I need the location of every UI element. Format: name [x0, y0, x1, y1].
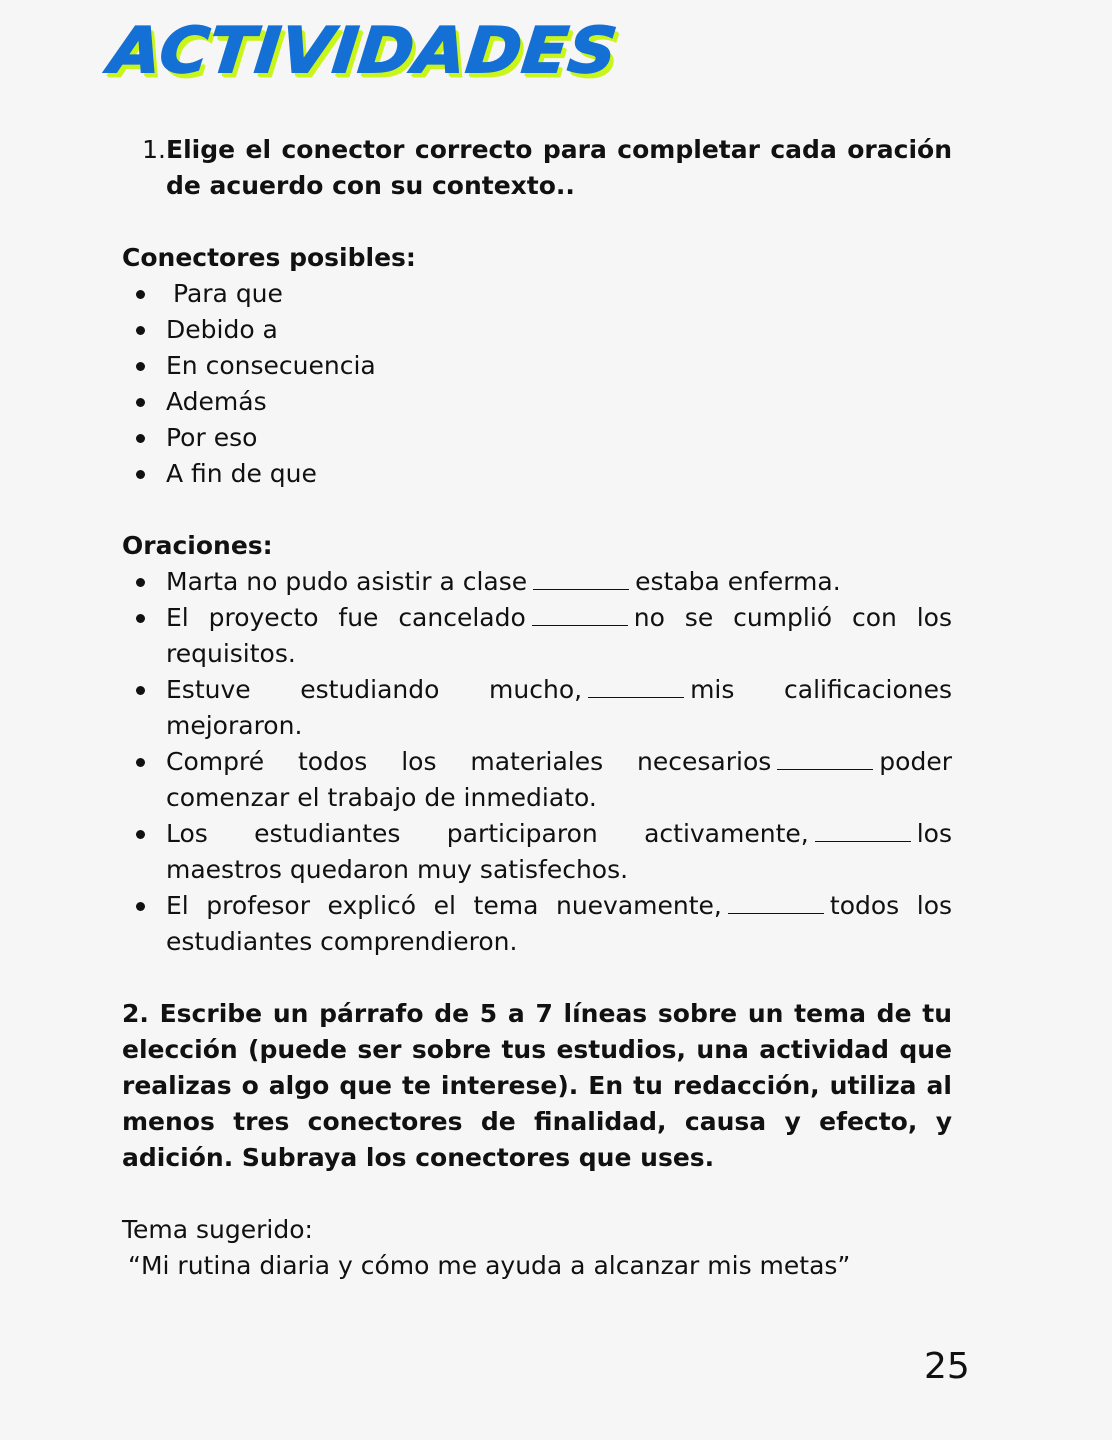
- question-1-instruction: Elige el conector correcto para completar cada oración de acuerdo con su contexto..: [166, 135, 952, 200]
- connector-item: Por eso: [122, 420, 952, 456]
- answer-blank[interactable]: [588, 675, 684, 698]
- sentence-item: [122, 672, 952, 744]
- sentence-after: todos los estudiantes comprendieron.: [166, 891, 953, 956]
- connector-item: Además: [122, 384, 952, 420]
- sentence-after: no se cumplió con los requisitos.: [166, 603, 952, 668]
- sentence-before: Los estudiantes participaron activamente,: [166, 819, 809, 848]
- sentences-heading: Oraciones:: [122, 531, 273, 560]
- sentence-item: [122, 564, 952, 600]
- sentence-item: [122, 600, 952, 672]
- answer-blank[interactable]: [728, 891, 824, 914]
- connectors-heading: Conectores posibles:: [122, 243, 416, 272]
- suggested-topic-label: Tema sugerido:: [122, 1215, 313, 1244]
- sentence-before: Estuve estudiando mucho,: [166, 675, 583, 704]
- answer-blank[interactable]: [533, 567, 629, 590]
- answer-blank[interactable]: [532, 603, 628, 626]
- question-1-number: 1.: [142, 135, 166, 164]
- question-2: 2. Escribe un párrafo de 5 a 7 líneas sobre un tema de tu elección (puede ser sobre tus estudios, una actividad que realizas o algo que te interese). En tu redacción, utiliza al menos tres conectores de finalidad, causa y efecto, y adición. Subraya los conectores que uses.: [122, 999, 952, 1172]
- answer-blank[interactable]: [777, 747, 873, 770]
- connector-item: Para que: [122, 276, 952, 312]
- sentence-before: Marta no pudo asistir a clase: [166, 567, 528, 596]
- sentence-after: estaba enferma.: [635, 567, 841, 596]
- sentence-after: mis calificaciones mejoraron.: [166, 675, 953, 740]
- connector-item: Debido a: [122, 312, 952, 348]
- sentence-before: Compré todos los materiales necesarios: [166, 747, 772, 776]
- connector-item: En consecuencia: [122, 348, 952, 384]
- answer-blank[interactable]: [815, 819, 911, 842]
- sentence-before: El proyecto fue cancelado: [166, 603, 526, 632]
- activities-content: [122, 132, 952, 1284]
- page-title: ACTIVIDADES: [106, 14, 621, 88]
- sentence-item: [122, 888, 952, 960]
- connectors-list: [122, 276, 952, 492]
- sentence-item: [122, 744, 952, 816]
- page-number: 25: [924, 1346, 970, 1387]
- suggested-topic: “Mi rutina diaria y cómo me ayuda a alcanzar mis metas”: [128, 1251, 851, 1280]
- sentence-before: El profesor explicó el tema nuevamente,: [166, 891, 722, 920]
- sentence-after: poder comenzar el trabajo de inmediato.: [166, 747, 952, 812]
- sentence-after: los maestros quedaron muy satisfechos.: [166, 819, 952, 884]
- sentence-item: [122, 816, 952, 888]
- connector-item: A fin de que: [122, 456, 952, 492]
- question-1: [122, 132, 952, 204]
- sentences-list: [122, 564, 952, 960]
